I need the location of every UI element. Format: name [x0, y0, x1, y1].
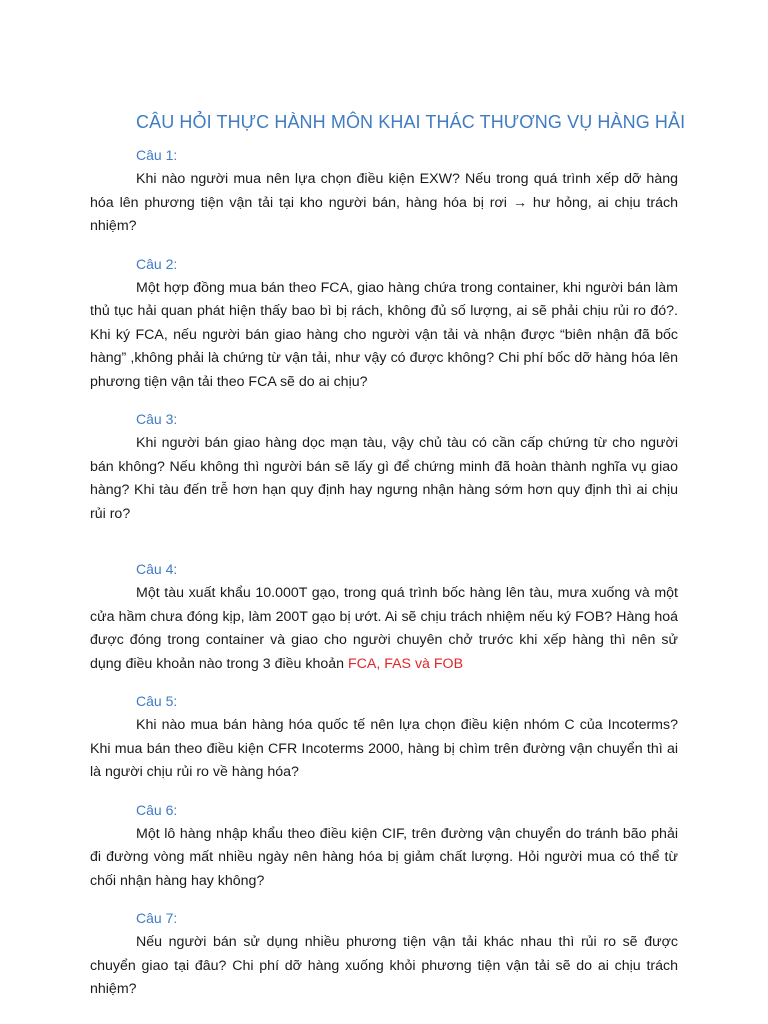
question-3: [90, 408, 678, 526]
question-text: Nếu người bán sử dụng nhiều phương tiện vận tải khác nhau thì rủi ro sẽ được chuyển giao tại đâu? Chi phí dỡ hàng xuống khỏi phương tiện vận tải sẽ do ai chịu trách nhiệm?: [90, 934, 678, 997]
document-title: CÂU HỎI THỰC HÀNH MÔN KHAI THÁC THƯƠNG VỤ HÀNG HẢI: [136, 112, 686, 132]
question-text: Khi người bán giao hàng dọc mạn tàu, vậy chủ tàu có cần cấp chứng từ cho người bán không? Nếu không thì người bán sẽ lấy gì để chứng minh đã hoàn thành nghĩa vụ giao hàng? Khi tàu đến trễ hơn hạn quy định hay ngưng nhận hàng sớm hơn quy định thì ai chịu rủi ro?: [90, 435, 678, 522]
question-label: Câu 1:: [136, 147, 178, 163]
question-label: Câu 5:: [136, 693, 178, 709]
question-7: [90, 907, 678, 1002]
question-1: [90, 144, 678, 239]
question-label: Câu 3:: [136, 411, 178, 427]
question-text: Một lô hàng nhập khẩu theo điều kiện CIF, trên đường vận chuyển do tránh bão phải đi đường vòng mất nhiều ngày nên hàng hóa bị giảm chất lượng. Hỏi người mua có thể từ chối nhận hàng hay không?: [90, 825, 678, 889]
question-text: Một hợp đồng mua bán theo FCA, giao hàng chứa trong container, khi người bán làm thủ tục hải quan phát hiện thấy bao bì bị rách, không đủ số lượng, ai sẽ phải chịu rủi ro đó?. Khi ký FCA, nếu người bán giao hàng cho người vận tải và nhận được “biên nhận đã bốc hàng” ,không phải là chứng từ vận tải, như vậy có được không? Chi phí bốc dỡ hàng hóa lên phương tiện vận tải theo FCA sẽ do ai chịu?: [90, 279, 678, 390]
question-text: Khi nào người mua nên lựa chọn điều kiện EXW? Nếu trong quá trình xếp dỡ hàng hóa lên phương tiện vận tải tại kho người bán, hàng hóa bị rơi → hư hỏng, ai chịu trách nhiệm?: [90, 171, 678, 234]
question-4: [90, 558, 678, 676]
question-6: [90, 799, 678, 894]
question-5: [90, 690, 678, 785]
question-2: [90, 253, 678, 395]
question-text: Khi nào mua bán hàng hóa quốc tế nên lựa chọn điều kiện nhóm C của Incoterms? Khi mua bán theo điều kiện CFR Incoterms 2000, hàng bị chìm trên đường vận chuyển thì ai là người chịu rủi ro về hàng hóa?: [90, 717, 678, 780]
question-label: Câu 7:: [136, 910, 178, 926]
paragraph-spacer: [90, 540, 678, 558]
question-label: Câu 2:: [136, 255, 178, 272]
highlighted-terms: FCA, FAS và FOB: [347, 655, 464, 672]
question-text: [90, 582, 678, 676]
question-label: Câu 6:: [136, 801, 178, 818]
question-text-body: Một tàu xuất khẩu 10.000T gạo, trong quá trình bốc hàng lên tàu, mưa xuống và một cửa hầm chưa đóng kịp, làm 200T gạo bị ướt. Ai sẽ chịu trách nhiệm nếu ký FOB? Hàng hoá được đóng trong container và giao cho người chuyên chở trước khi xếp hàng thì nên sử dụng điều khoản nào trong 3 điều khoản: [90, 585, 678, 672]
question-label: Câu 4:: [136, 561, 178, 577]
